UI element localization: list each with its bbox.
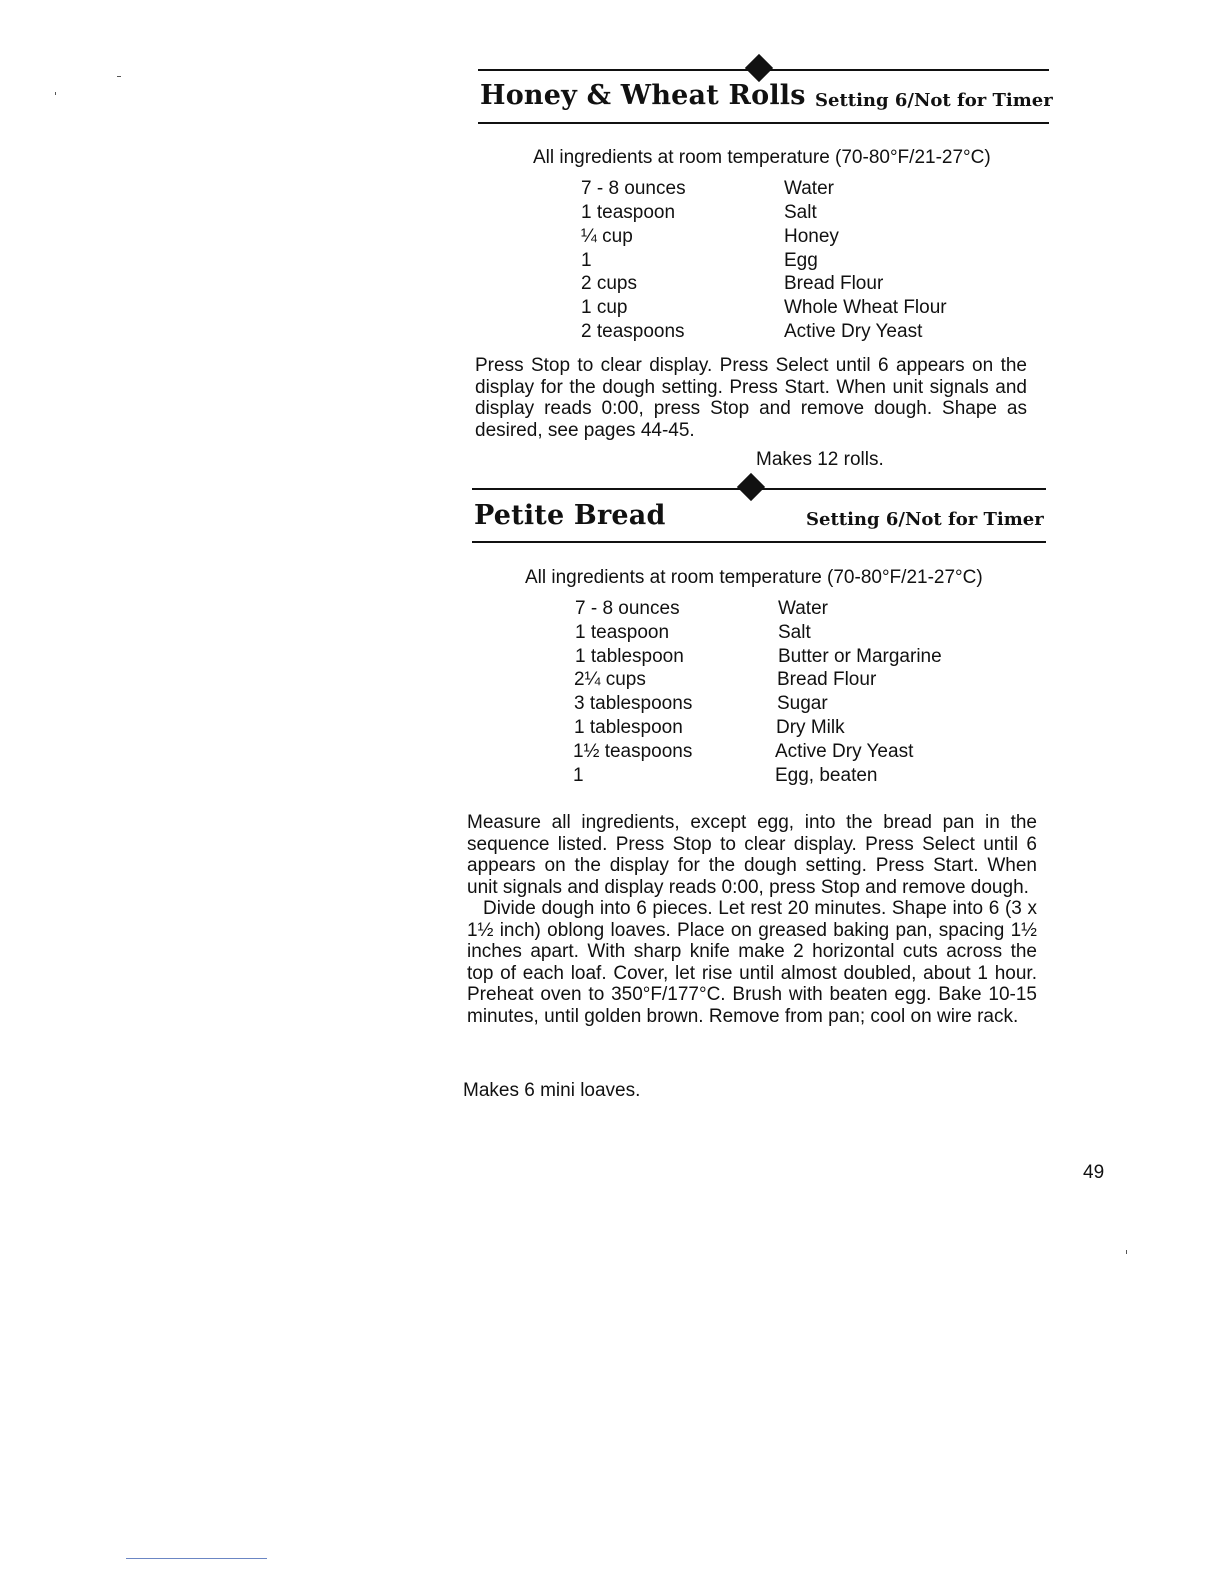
ingredient-item: Salt [778,622,811,643]
instruction-paragraph: Press Stop to clear display. Press Select until 6 appears on the display for the dough setting. Press Start. When unit signals and display reads 0:00, press Stop and remove dough. Shape as desired, see pages 44-45. [475,355,1027,441]
ingredient-qty: 2 teaspoons [581,321,685,342]
recipe-instructions [475,355,1027,441]
ingredient-item: Salt [784,202,817,223]
footer-line [126,1558,267,1559]
diamond-ornament-icon [737,473,765,501]
ingredient-qty: 1 teaspoon [581,202,676,223]
recipe-instructions [467,812,1037,1027]
ingredient-qty: 1 tablespoon [575,646,684,667]
diamond-ornament-icon [745,54,773,82]
ingredient-item: Honey [784,226,839,247]
ingredient-item: Active Dry Yeast [784,321,923,342]
ingredient-qty: 1 [573,765,584,786]
ingredient-item: Sugar [777,693,828,714]
ingredient-item: Bread Flour [784,273,884,294]
ingredient-qty: 1 tablespoon [574,717,683,738]
ingredient-qty: 7 - 8 ounces [581,178,686,199]
ingredient-qty: 2¼ cups [574,669,646,690]
ingredient-item: Active Dry Yeast [775,741,914,762]
ingredient-qty: ¼ cup [581,226,633,247]
instruction-paragraph: Divide dough into 6 pieces. Let rest 20 minutes. Shape into 6 (3 x 1½ inch) oblong loaves. Place on greased baking pan, spacing 1½ inches apart. With sharp knife make 2 horizontal cuts across the top of each loaf. Cover, let rise until almost doubled, about 1 hour. Preheat oven to 350°F/177°C. Brush with beaten egg. Bake 10-15 minutes, until golden brown. Remove from pan; cool on wire rack. [467,898,1037,1027]
recipe-setting: Setting 6/Not for Timer [806,509,1044,530]
page-number: 49 [1083,1162,1105,1183]
ingredient-item: Water [778,598,828,619]
recipe-intro: All ingredients at room temperature (70-80°F/21-27°C) [533,147,991,168]
scan-speck [117,76,121,77]
ingredient-item: Egg [784,250,818,271]
ingredient-item: Butter or Margarine [778,646,942,667]
ingredient-item: Dry Milk [776,717,845,738]
header-bottom-rule [472,541,1046,543]
ingredient-qty: 1 [581,250,592,271]
ingredient-item: Water [784,178,834,199]
recipe-title: Petite Bread [474,500,666,531]
ingredient-item: Bread Flour [777,669,877,690]
recipe-yield: Makes 12 rolls. [756,449,884,470]
ingredient-qty: 1 cup [581,297,628,318]
instruction-paragraph: Measure all ingredients, except egg, into the bread pan in the sequence listed. Press Stop to clear display. Press Select until 6 appears on the display for the dough setting. Press Start. When unit signals and display reads 0:00, press Stop and remove dough. [467,812,1037,898]
ingredient-qty: 2 cups [581,273,637,294]
recipe-title: Honey & Wheat Rolls [480,80,806,111]
ingredient-item: Egg, beaten [775,765,878,786]
recipe-setting: Setting 6/Not for Timer [815,90,1053,111]
ingredient-qty: 3 tablespoons [574,693,693,714]
ingredient-item: Whole Wheat Flour [784,297,947,318]
ingredient-qty: 7 - 8 ounces [575,598,680,619]
recipe-intro: All ingredients at room temperature (70-80°F/21-27°C) [525,567,983,588]
ingredient-qty: 1 teaspoon [575,622,670,643]
header-bottom-rule [478,122,1049,124]
ingredient-qty: 1½ teaspoons [573,741,693,762]
scan-speck [1126,1250,1127,1254]
recipe-yield: Makes 6 mini loaves. [463,1080,641,1101]
scan-speck [55,92,56,95]
